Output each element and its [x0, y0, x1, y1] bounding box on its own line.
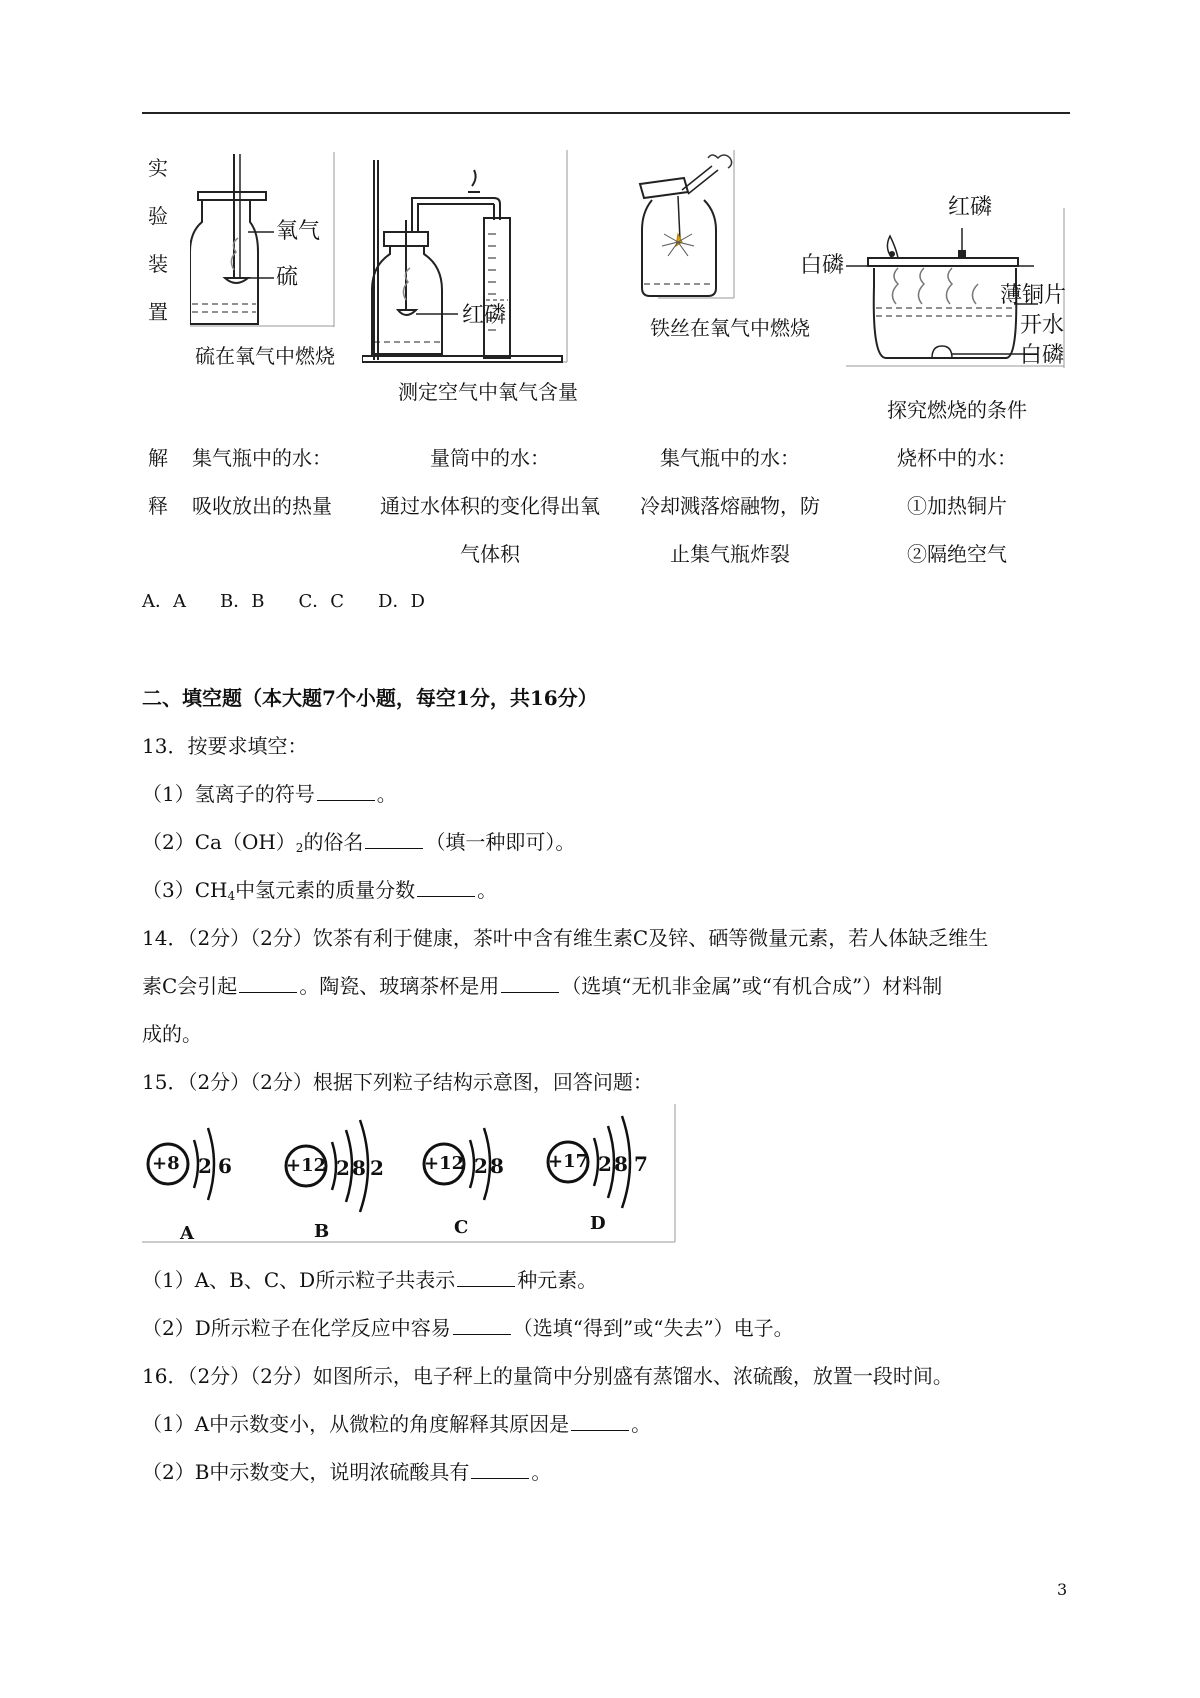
question-13-part-2: $(2)Ca(OH)_2$的俗名 （填一种即可）。: [142, 830, 576, 855]
explanation-text: 止集气瓶炸裂: [670, 542, 790, 566]
question-13-part-1: （1）氢离子的符号 。: [142, 782, 397, 806]
row-label-char: 解: [148, 446, 168, 470]
option-c[interactable]: C．C: [298, 591, 345, 612]
explanation-text: ①加热铜片: [907, 494, 1007, 518]
section-title: 二、填空题（本大题7个小题，每空1分，共16分）: [142, 686, 598, 710]
atom-b-shell: 2: [336, 1156, 350, 1180]
figure-label-white-phosphorus-bottom: 白磷: [1020, 343, 1065, 368]
figure-label-boiling-water: 开水: [1020, 313, 1065, 338]
explanation-text: 吸收放出的热量: [192, 494, 332, 518]
question-14-line: 14．（2分）（2分）饮茶有利于健康，茶叶中含有维生素C及锌、硒等微量元素，若人体缺乏维生: [142, 926, 989, 950]
answer-blank[interactable]: [417, 878, 475, 897]
explanation-text: 量筒中的水：: [430, 446, 550, 470]
atom-c-letter: C: [454, 1217, 469, 1238]
row-label-char: 置: [148, 300, 168, 324]
figure-label-sulfur: 硫: [276, 265, 299, 290]
question-15-stem: 15．（2分）（2分）根据下列粒子结构示意图，回答问题：: [142, 1070, 653, 1094]
atom-c-shell: 2: [474, 1154, 488, 1178]
question-13-stem: 13．按要求填空：: [142, 734, 308, 758]
explanation-text: 集气瓶中的水：: [660, 446, 800, 470]
atom-b-shell: 2: [370, 1156, 384, 1180]
figure-iron-wire-combustion: [638, 150, 738, 300]
question-16-part-1: （1）A中示数变小，从微粒的角度解释其原因是 。: [142, 1412, 652, 1436]
question-16-stem: 16．（2分）（2分）如图所示，电子秤上的量筒中分别盛有蒸馏水、浓硫酸，放置一段时间。: [142, 1364, 953, 1388]
question-14-line: 成的。: [142, 1022, 202, 1046]
row-label-char: 释: [148, 494, 168, 518]
question-16-part-2: （2）B中示数变大，说明浓硫酸具有 。: [142, 1460, 552, 1484]
explanation-text: 冷却溅落熔融物，防: [640, 494, 820, 518]
figure-caption: 硫在氧气中燃烧: [195, 344, 335, 368]
figure-label-red-phosphorus: 红磷: [462, 303, 507, 328]
atom-a-shell: 2: [198, 1154, 212, 1178]
figure-caption: 测定空气中氧气含量: [398, 380, 578, 404]
question-14-line: 素C会引起 。陶瓷、玻璃茶杯是用 （选填“无机非金属”或“有机合成”）材料制: [142, 974, 943, 998]
figure-label-white-phosphorus: 白磷: [800, 253, 845, 278]
row-label-char: 装: [148, 252, 168, 276]
atom-d-nucleus: +17: [548, 1151, 589, 1172]
explanation-text: ②隔绝空气: [907, 542, 1007, 566]
atom-d-letter: D: [590, 1213, 606, 1234]
atom-b-shell: 8: [352, 1156, 366, 1180]
row-label-char: 验: [148, 204, 168, 228]
atom-b-letter: B: [314, 1221, 330, 1242]
answer-blank[interactable]: [317, 782, 375, 801]
atom-b-nucleus: +12: [286, 1155, 327, 1176]
row-label-char: 实: [148, 156, 168, 180]
figure-label-copper-sheet: 薄铜片: [1000, 283, 1067, 308]
atom-d-shell: 8: [614, 1152, 628, 1176]
explanation-text: 集气瓶中的水：: [192, 446, 332, 470]
atom-d-shell: 2: [598, 1152, 612, 1176]
atom-a-letter: A: [180, 1223, 194, 1244]
atom-a-shell: 6: [218, 1154, 232, 1178]
atom-a-nucleus: +8: [152, 1153, 180, 1174]
option-b[interactable]: B．B: [220, 591, 265, 612]
answer-blank[interactable]: [457, 1268, 515, 1287]
question-15-part-1: （1）A、B、C、D所示粒子共表示 种元素。: [142, 1268, 598, 1292]
explanation-text: 烧杯中的水：: [897, 446, 1017, 470]
figure-caption: 探究燃烧的条件: [887, 398, 1027, 422]
page-number: 3: [1057, 1580, 1068, 1599]
answer-blank[interactable]: [453, 1316, 511, 1335]
figure-label-red-phosphorus: 红磷: [948, 195, 993, 220]
explanation-text: 气体积: [460, 542, 520, 566]
question-13-part-3: $(3)CH_4$中氢元素的质量分数 。: [142, 878, 498, 903]
answer-blank[interactable]: [501, 974, 559, 993]
option-a[interactable]: A．A: [142, 591, 186, 612]
answer-blank[interactable]: [365, 830, 423, 849]
atom-c-shell: 8: [490, 1154, 504, 1178]
header-rule: [142, 112, 1070, 114]
answer-blank[interactable]: [571, 1412, 629, 1431]
atom-c-nucleus: +12: [424, 1153, 465, 1174]
answer-options: [142, 590, 459, 614]
answer-blank[interactable]: [239, 974, 297, 993]
figure-caption: 铁丝在氧气中燃烧: [650, 316, 810, 340]
question-15-part-2: （2）D所示粒子在化学反应中容易 （选填“得到”或“失去”）电子。: [142, 1316, 794, 1340]
atom-d-shell: 7: [634, 1152, 648, 1176]
figure-oxygen-measurement: [362, 150, 572, 365]
answer-blank[interactable]: [471, 1460, 529, 1479]
explanation-text: 通过水体积的变化得出氧: [380, 494, 600, 518]
option-d[interactable]: D．D: [378, 591, 425, 612]
figure-label-oxygen: 氧气: [276, 219, 321, 244]
